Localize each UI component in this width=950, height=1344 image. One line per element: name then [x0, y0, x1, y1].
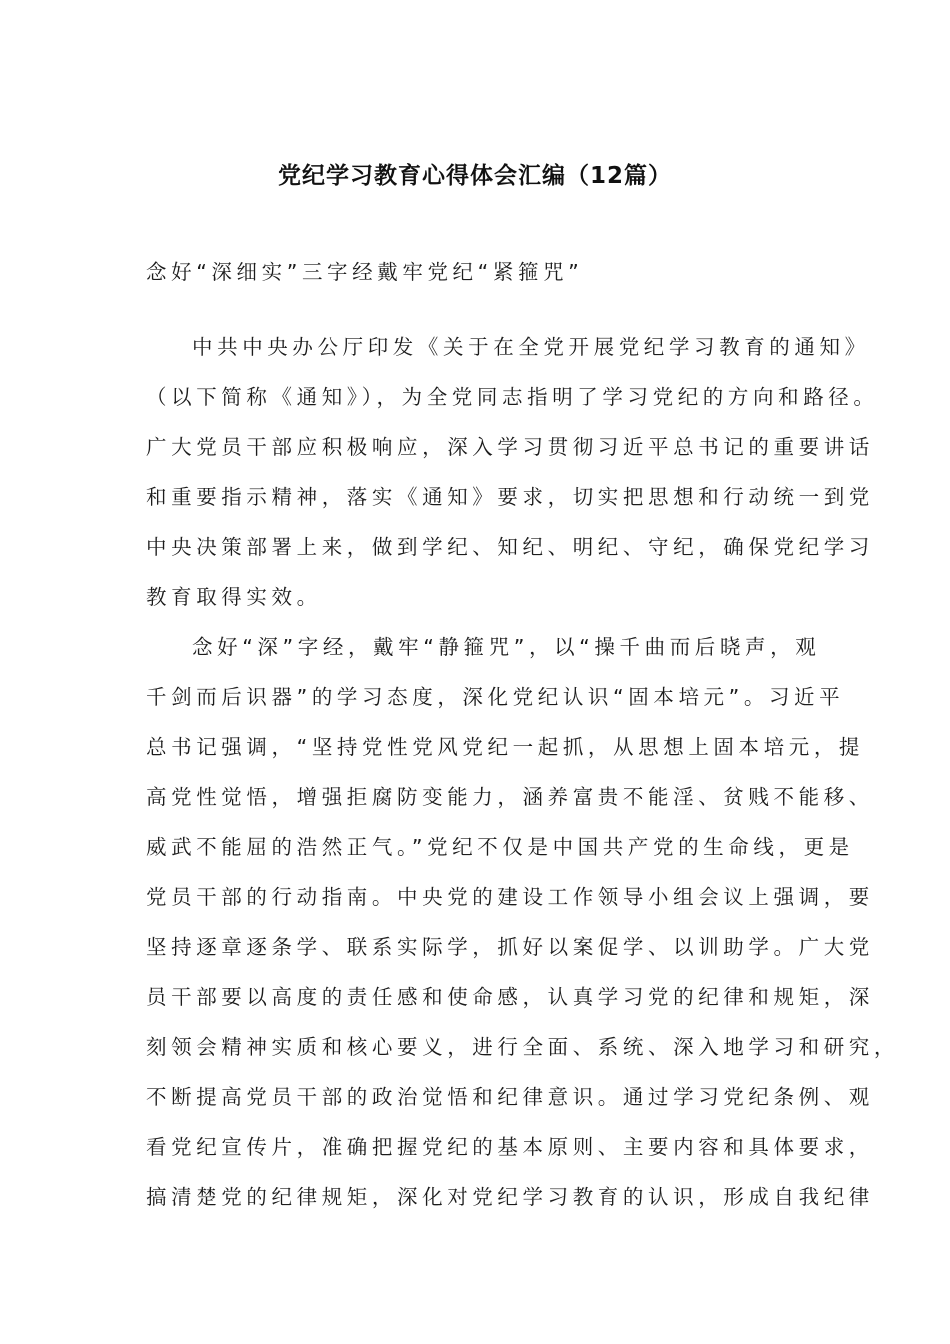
paragraph-1-line-3: 广大党员干部应积极响应，深入学习贯彻习近平总书记的重要讲话 [146, 435, 874, 459]
section-heading: 念好“深细实”三字经戴牢党纪“紧箍咒” [146, 260, 584, 284]
paragraph-2-line-8: 员干部要以高度的责任感和使命感，认真学习党的纪律和规矩，深 [146, 985, 874, 1009]
paragraph-2-line-6: 党员干部的行动指南。中央党的建设工作领导小组会议上强调，要 [146, 885, 874, 909]
paragraph-1-line-1: 中共中央办公厅印发《关于在全党开展党纪学习教育的通知》 [192, 335, 870, 359]
paragraph-1-line-4: 和重要指示精神，落实《通知》要求，切实把思想和行动统一到党 [146, 485, 874, 509]
paragraph-2-line-12: 搞清楚党的纪律规矩，深化对党纪学习教育的认识，形成自我纪律 [146, 1185, 874, 1209]
paragraph-2-line-4: 高党性觉悟，增强拒腐防变能力，涵养富贵不能淫、贫贱不能移、 [146, 785, 874, 809]
paragraph-2-line-2: 千剑而后识器”的学习态度，深化党纪认识“固本培元”。习近平 [146, 685, 845, 709]
paragraph-2-line-3: 总书记强调，“坚持党性党风党纪一起抓，从思想上固本培元，提 [146, 735, 865, 759]
paragraph-1-line-5: 中央决策部署上来，做到学纪、知纪、明纪、守纪，确保党纪学习 [146, 535, 874, 559]
paragraph-1-line-6: 教育取得实效。 [146, 585, 322, 609]
paragraph-2-line-9: 刻领会精神实质和核心要义，进行全面、系统、深入地学习和研究， [146, 1035, 899, 1059]
paragraph-2-line-7: 坚持逐章逐条学、联系实际学，抓好以案促学、以训助学。广大党 [146, 935, 874, 959]
paragraph-1-line-2: （以下简称《通知》），为全党同志指明了学习党纪的方向和路径。 [146, 385, 879, 409]
paragraph-2-line-5: 威武不能屈的浩然正气。”党纪不仅是中国共产党的生命线，更是 [146, 835, 854, 859]
paragraph-2-line-11: 看党纪宣传片，准确把握党纪的基本原则、主要内容和具体要求， [146, 1135, 874, 1159]
document-title: 党纪学习教育心得体会汇编（12篇） [277, 163, 672, 189]
paragraph-2-line-1: 念好“深”字经，戴牢“静箍咒”，以“操千曲而后晓声，观 [192, 635, 821, 659]
paragraph-2-line-10: 不断提高党员干部的政治觉悟和纪律意识。通过学习党纪条例、观 [146, 1085, 874, 1109]
